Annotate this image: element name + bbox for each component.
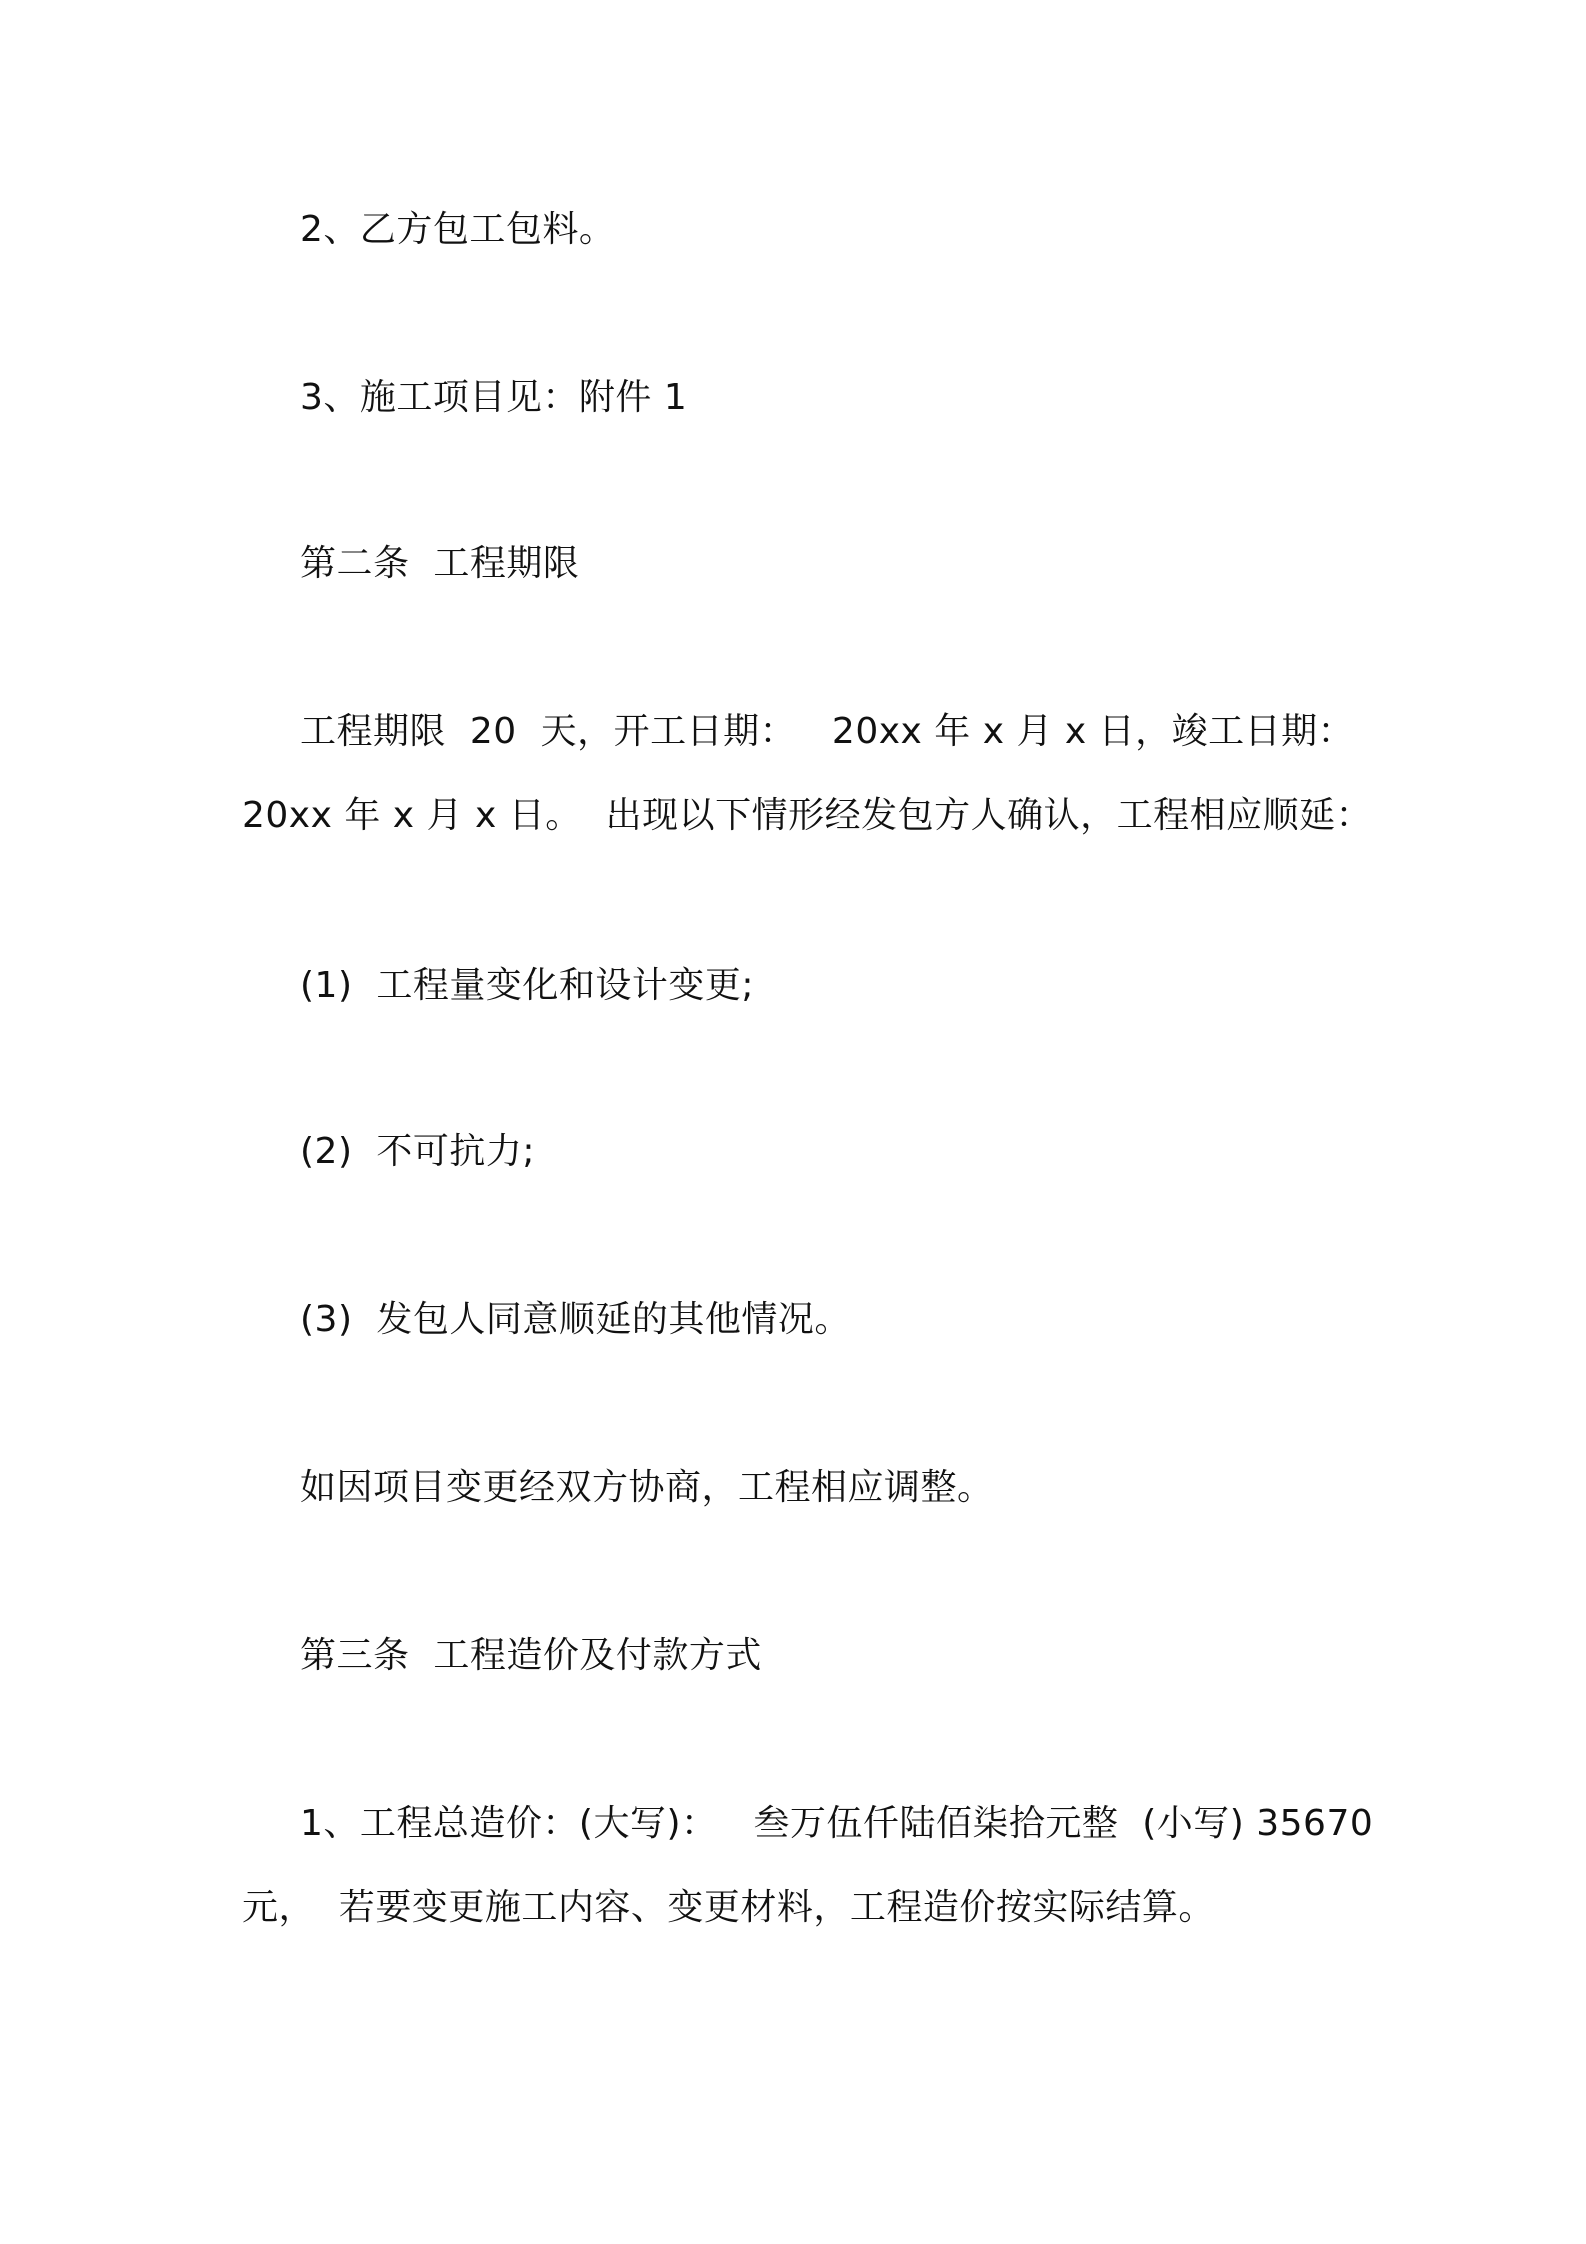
clause-item-3: 3、施工项目见：附件 1 (300, 377, 688, 418)
extension-item-2: (2) 不可抗力; (300, 1131, 536, 1172)
extension-item-3: (3) 发包人同意顺延的其他情况。 (300, 1299, 851, 1340)
duration-paragraph-line-2: 20xx 年 x 月 x 日。 出现以下情形经发包方人确认，工程相应顺延： (242, 795, 1373, 836)
duration-paragraph-line-1: 工程期限 20 天，开工日期： 20xx 年 x 月 x 日，竣工日期： (300, 711, 1355, 752)
cost-paragraph-line-2: 元， 若要变更施工内容、变更材料，工程造价按实际结算。 (242, 1887, 1215, 1928)
section-heading-3: 第三条 工程造价及付款方式 (300, 1635, 762, 1676)
cost-paragraph-line-1: 1、工程总造价：(大写)： 叁万伍仟陆佰柒拾元整 (小写) 35670 (300, 1803, 1374, 1844)
extension-item-1: (1) 工程量变化和设计变更; (300, 965, 755, 1006)
clause-item-2: 2、乙方包工包料。 (300, 209, 616, 250)
adjustment-paragraph: 如因项目变更经双方协商，工程相应调整。 (300, 1467, 994, 1508)
section-heading-2: 第二条 工程期限 (300, 543, 580, 584)
